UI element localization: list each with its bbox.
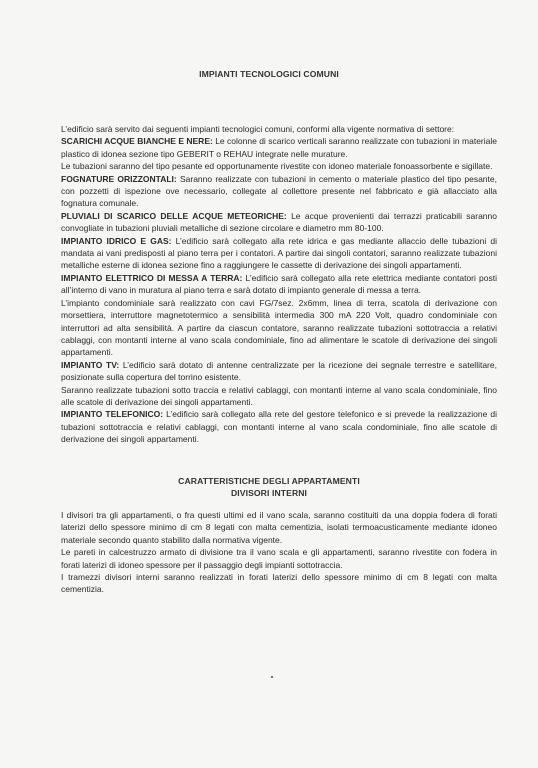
divisori-body [61,509,497,596]
item-tv-tubazioni [61,384,497,409]
item-tv [61,359,497,384]
item-text: Le tubazioni saranno del tipo pesante ed opportunamente rivestite con idoneo materiale fonoassorbente e sigillate. [61,161,493,172]
section-title-impianti: IMPIANTI TECNOLOGICI COMUNI [199,69,339,79]
item-label: IMPIANTO ELETTRICO DI MESSA A TERRA: [61,272,243,283]
section-subtitle-divisori: DIVISORI INTERNI [230,488,308,498]
item-label: IMPIANTO TELEFONICO: [61,409,164,420]
item-text: L’edificio sarà dotato di antenne centralizzate per la ricezione dei segnale terrestre e satellitare, posizionate sulla copertura del torrino esistente. [61,359,497,383]
section-title-caratteristiche: CARATTERISTICHE DEGLI APPARTAMENTI [178,476,360,486]
item-pluviali [61,210,497,235]
item-label: IMPIANTO TV: [61,359,120,370]
item-text: L’impianto condominiale sarà realizzato con cavi FG/7sez. 2x6mm, linea di terra, scatola di derivazione con morsettiera, interruttore magnetotermico a sensibilità intermedia 300 mA 220 Volt, quadro condominiale con interruttori ad alta sensibilità. A partire da ciascun contatore, saranno realizzate tubazioni sottotraccia a relativi cablaggi, con montanti interne al vano scala condominiale, fino ad alimentare le scatole di derivazione dei singoli appartamenti. [61,297,497,358]
item-text: Saranno realizzate tubazioni sotto traccia e relativi cablaggi, con montanti interne al vano scala condominiale, fino alle scatole di derivazione dei singoli appartamenti. [61,384,497,407]
item-label: FOGNATURE ORIZZONTALI: [61,173,177,184]
item-scarichi [61,135,497,160]
divisori-paragraph-3: I tramezzi divisori interni saranno realizzati in forati laterizi dello spessore minimo di cm 8 legati con malta cementizia. [61,572,497,595]
item-tubazioni [61,160,497,172]
item-text: L’edificio sarà collegato alla rete elettrica mediante contatori posti all’interno di vano in muratura al piano terra e sarà dotato di impianto generale di messa a terra. [61,272,497,296]
item-telefonico [61,408,497,445]
item-elettrico [61,272,497,297]
item-text: L’edificio sarà collegato alla rete idrica e gas mediante allaccio delle tubazioni di mandata ai vani predisposti al piano terra per i contatori. A partire dai singoli contatori, saranno realizzate tubazioni metalliche esterne di idonea sezione fino a raggiungere le cassette di derivazione dei singoli appartamenti. [61,235,498,271]
item-label: SCARICHI ACQUE BIANCHE E NERE: [61,136,213,147]
item-condominiale [61,297,497,359]
item-text: Le acque provenienti dai terrazzi praticabili saranno convogliate in tubazioni pluviali metalliche di sezione circolare e diametro mm 80-100. [61,210,497,234]
item-text: Saranno realizzate con tubazioni in cemento o materiale plastico del tipo pesante, con pozzetti di ispezione ove necessario, collegate al collettore presente nel fabbricato e già allacciato alla fognatura comunale. [61,173,497,209]
intro-paragraph: L’edificio sarà servito dai seguenti impianti tecnologici comuni, conformi alla vigente normativa di settore: [61,124,455,134]
divisori-paragraph-2: Le pareti in calcestruzzo armato di divisione tra il vano scala e gli appartamenti, saranno rivestite con fodera in forati laterizi di idoneo spessore per il passaggio degli impianti sottotraccia. [61,547,497,570]
item-text: Le colonne di scarico verticali saranno realizzate con tubazioni in materiale plastico di idonea sezione tipo GEBERIT o REHAU integrate nelle murature. [61,136,497,159]
item-idrico-gas [61,235,497,272]
item-text: L’edificio sarà collegato alla rete del gestore telefonico e si prevede la realizzazione di tubazioni sottotraccia e relativi cablaggi, con montanti interne al vano scala condominiale, fino alle scatole di derivazione dei singoli appartamenti. [61,409,497,445]
impianti-body [61,123,497,446]
page-mark [271,676,273,678]
item-label: IMPIANTO IDRICO E GAS: [61,235,172,246]
divisori-paragraph-1: I divisori tra gli appartamenti, o fra questi ultimi ed il vano scala, saranno costituiti da una doppia fodera di forati laterizi dello spessore minimo di cm 8 legati con malta cementizia, isolati termoacusticamente mediante idoneo materiale secondo quanto stabilito dalla normativa vigente. [61,510,497,545]
item-fognature [61,173,497,210]
item-label: PLUVIALI DI SCARICO DELLE ACQUE METEORICHE: [61,210,287,221]
